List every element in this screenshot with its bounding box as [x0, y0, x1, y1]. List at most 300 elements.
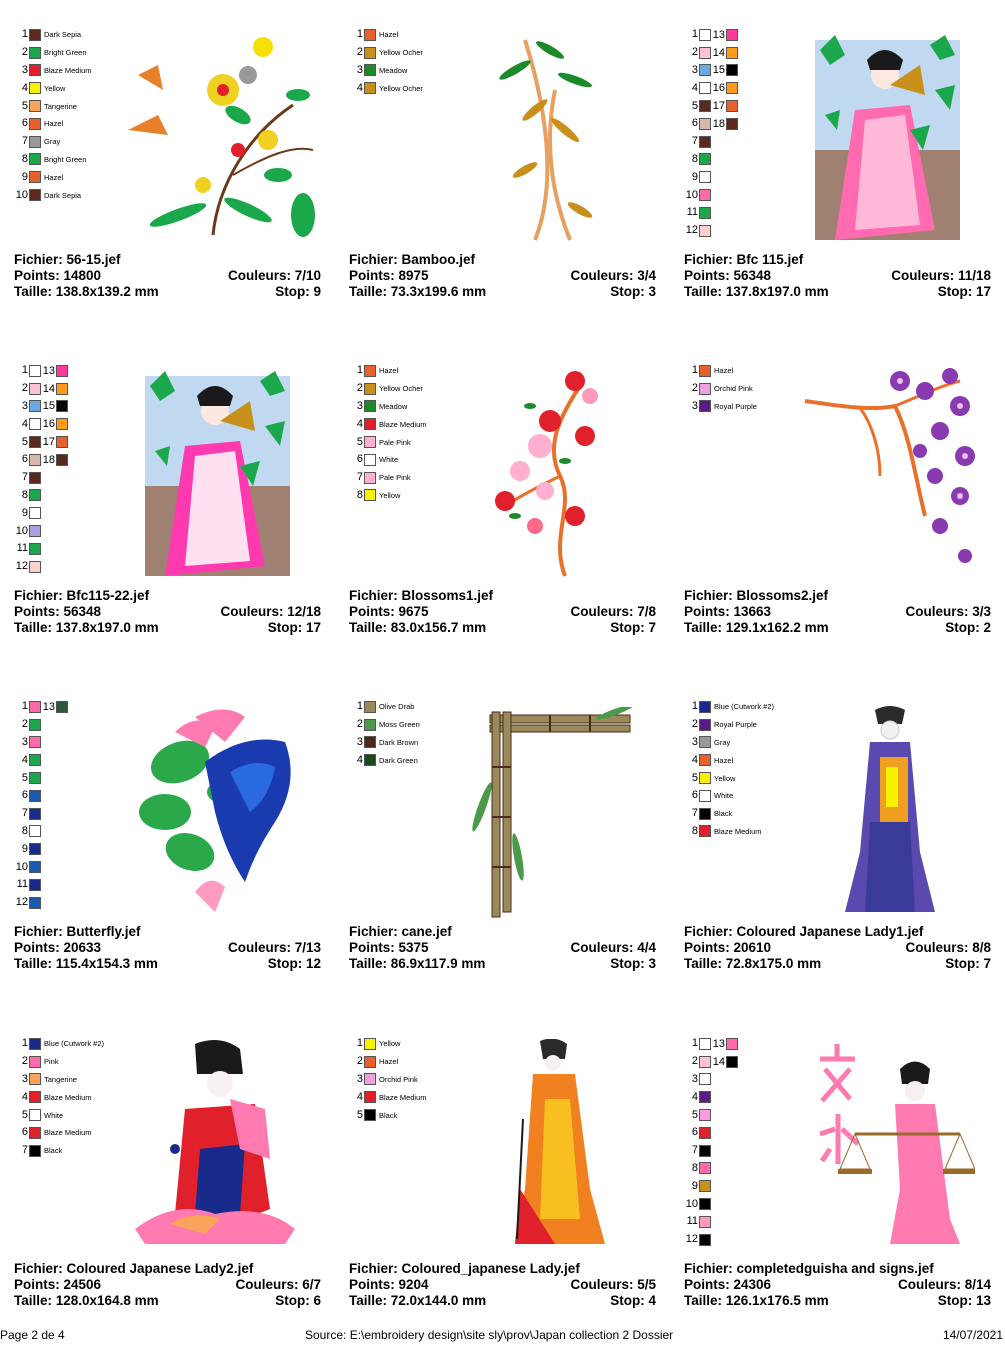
legend-row: [12, 26, 92, 44]
thread-number: 15: [712, 64, 725, 77]
design-card[interactable]: [670, 672, 1005, 1008]
thread-number: 3: [691, 1072, 698, 1085]
thread-name: Black: [44, 1146, 63, 1156]
thread-name: Blue (Cutwork #2): [44, 1039, 105, 1049]
legend-row: [12, 62, 92, 80]
color-swatch: [699, 719, 711, 731]
color-swatch: [29, 118, 41, 130]
thread-number: 9: [21, 842, 28, 855]
color-swatch: [699, 736, 711, 748]
thread-number: 8: [356, 488, 363, 501]
thread-name: Yellow: [714, 773, 736, 783]
color-swatch: [56, 400, 68, 412]
legend-row: [347, 433, 427, 451]
thread-number: 6: [21, 117, 28, 130]
thread-name: Orchid Pink: [379, 1074, 418, 1084]
thread-name: Dark Green: [379, 755, 418, 765]
legend-row: [682, 1177, 738, 1195]
legend-row: [12, 133, 92, 151]
legend-row: [347, 62, 423, 80]
thread-number: 13: [42, 364, 55, 377]
thread-name: Yellow Ocher: [379, 384, 423, 394]
legend-row: [682, 805, 774, 823]
color-swatch: [699, 1145, 711, 1157]
file-name: Fichier: Bfc115-22.jef: [14, 588, 150, 603]
legend-row: [12, 433, 68, 451]
thread-number: 3: [356, 63, 363, 76]
legend-row: [12, 115, 92, 133]
thread-name: Meadow: [379, 401, 408, 411]
design-card[interactable]: [670, 0, 1005, 336]
thread-number: 6: [691, 1126, 698, 1139]
thread-number: 7: [691, 807, 698, 820]
legend-row: [12, 1053, 104, 1071]
bamboo-image: [495, 30, 615, 245]
color-swatch: [29, 136, 41, 148]
thread-name: Black: [379, 1110, 398, 1120]
thread-legend: [12, 1035, 104, 1160]
file-name: Fichier: Coloured_japanese Lady.jef: [349, 1261, 580, 1276]
thread-number: 2: [691, 718, 698, 731]
design-info: [14, 252, 321, 300]
legend-row: [682, 168, 738, 186]
print-date: 14/07/2021: [942, 1328, 1003, 1342]
color-swatch: [29, 365, 41, 377]
size: Taille: 138.8x139.2 mm: [14, 284, 159, 299]
color-swatch: [29, 1091, 41, 1103]
color-swatch: [29, 436, 41, 448]
color-swatch: [29, 82, 41, 94]
color-swatch: [29, 525, 41, 537]
color-swatch: [29, 64, 41, 76]
thread-number: 2: [356, 382, 363, 395]
legend-row: [682, 186, 738, 204]
design-info: [684, 924, 991, 972]
legend-row: [12, 380, 68, 398]
thread-number: 11: [16, 542, 28, 555]
file-name: Fichier: Coloured Japanese Lady1.jef: [684, 924, 924, 939]
color-swatch: [726, 29, 738, 41]
color-swatch: [364, 454, 376, 466]
thread-name: Hazel: [379, 30, 399, 40]
thread-number: 8: [21, 152, 28, 165]
color-swatch: [29, 100, 41, 112]
thread-number: 1: [356, 1037, 363, 1050]
color-swatch: [364, 82, 376, 94]
legend-row: [12, 1035, 104, 1053]
thread-name: Orchid Pink: [714, 384, 753, 394]
color-swatch: [29, 1038, 41, 1050]
thread-number: 4: [691, 81, 698, 94]
thread-name: Royal Purple: [714, 401, 757, 411]
source-path: Source: E:\embroidery design\site sly\prov\Japan collection 2 Dossier: [305, 1328, 674, 1342]
thread-number: 10: [15, 860, 28, 873]
thread-name: Dark Brown: [379, 737, 419, 747]
thread-number: 1: [356, 700, 363, 713]
color-swatch: [699, 47, 711, 59]
thread-number: 15: [42, 400, 55, 413]
thread-number: 5: [691, 99, 698, 112]
legend-row: [12, 858, 68, 876]
color-swatch: [364, 64, 376, 76]
color-swatch: [726, 1056, 738, 1068]
thread-number: 5: [21, 1108, 28, 1121]
thread-name: Tangerine: [44, 1074, 77, 1084]
thread-number: 5: [356, 435, 363, 448]
points: Points: 5375: [349, 940, 429, 955]
thread-name: Gray: [44, 137, 61, 147]
thread-number: 5: [21, 771, 28, 784]
thread-name: Hazel: [714, 755, 734, 765]
legend-row: [682, 26, 738, 44]
color-swatch: [726, 100, 738, 112]
color-swatch: [364, 1091, 376, 1103]
color-swatch: [29, 790, 41, 802]
color-swatch: [29, 489, 41, 501]
legend-row: [682, 97, 738, 115]
design-info: [349, 924, 656, 972]
design-card[interactable]: [0, 0, 335, 336]
colors: Couleurs: 3/4: [570, 268, 656, 283]
color-swatch: [29, 383, 41, 395]
color-swatch: [56, 436, 68, 448]
color-swatch: [699, 701, 711, 713]
color-swatch: [29, 1056, 41, 1068]
thread-number: 9: [21, 506, 28, 519]
color-swatch: [364, 418, 376, 430]
thread-number: 13: [712, 1037, 725, 1050]
thread-number: 3: [356, 735, 363, 748]
thread-legend: [682, 26, 738, 240]
legend-row: [347, 487, 427, 505]
thread-name: Blaze Medium: [379, 1092, 427, 1102]
thread-number: 1: [21, 700, 28, 713]
thread-number: 13: [712, 28, 725, 41]
color-swatch: [29, 561, 41, 573]
color-swatch: [29, 29, 41, 41]
stops: Stop: 7: [945, 956, 991, 971]
thread-name: Pale Pink: [379, 437, 411, 447]
thread-name: Meadow: [379, 65, 408, 75]
colors: Couleurs: 8/14: [897, 1277, 991, 1292]
size: Taille: 72.8x175.0 mm: [684, 956, 822, 971]
geisha-image: [145, 366, 295, 581]
thread-number: 3: [691, 63, 698, 76]
design-card[interactable]: [335, 0, 670, 336]
thread-number: 16: [712, 82, 725, 95]
cherry-blossom-image: [490, 366, 610, 581]
thread-number: 5: [691, 771, 698, 784]
legend-row: [682, 1035, 738, 1053]
legend-row: [682, 1160, 738, 1178]
color-swatch: [29, 1109, 41, 1121]
stops: Stop: 3: [610, 284, 656, 299]
legend-row: [12, 876, 68, 894]
color-swatch: [29, 701, 41, 713]
thread-number: 14: [42, 382, 55, 395]
thread-number: 4: [356, 81, 363, 94]
size: Taille: 115.4x154.3 mm: [14, 956, 158, 971]
color-swatch: [364, 1038, 376, 1050]
design-info: [684, 588, 991, 636]
legend-row: [12, 1124, 104, 1142]
design-card[interactable]: [670, 336, 1005, 672]
size: Taille: 73.3x199.6 mm: [349, 284, 487, 299]
color-swatch: [364, 29, 376, 41]
thread-name: Bright Green: [44, 154, 87, 164]
color-swatch: [364, 701, 376, 713]
color-swatch: [56, 701, 68, 713]
legend-row: [12, 1071, 104, 1089]
legend-row: [682, 751, 774, 769]
legend-row: [347, 751, 420, 769]
thread-number: 3: [691, 399, 698, 412]
color-swatch: [699, 754, 711, 766]
colors: Couleurs: 7/8: [570, 604, 656, 619]
thread-number: 14: [712, 1055, 725, 1068]
thread-number: 12: [15, 896, 28, 909]
thread-number: 8: [691, 1161, 698, 1174]
legend-row: [12, 751, 68, 769]
japanese-lady-image: [135, 1039, 305, 1254]
legend-row: [12, 469, 68, 487]
size: Taille: 128.0x164.8 mm: [14, 1293, 159, 1308]
design-card[interactable]: [335, 672, 670, 1008]
stops: Stop: 3: [610, 956, 656, 971]
colors: Couleurs: 7/10: [227, 268, 321, 283]
thread-name: Blaze Medium: [44, 1128, 92, 1138]
thread-name: Blaze Medium: [714, 826, 762, 836]
legend-row: [682, 1088, 738, 1106]
legend-row: [12, 151, 92, 169]
legend-row: [12, 44, 92, 62]
thread-number: 2: [356, 718, 363, 731]
design-card[interactable]: [335, 336, 670, 672]
thread-legend: [12, 698, 68, 912]
color-swatch: [726, 118, 738, 130]
thread-legend: [347, 698, 420, 769]
colors: Couleurs: 12/18: [220, 604, 321, 619]
color-swatch: [29, 507, 41, 519]
color-swatch: [29, 897, 41, 909]
thread-number: 4: [356, 1090, 363, 1103]
color-swatch: [364, 436, 376, 448]
color-swatch: [29, 400, 41, 412]
legend-row: [12, 787, 68, 805]
legend-row: [12, 734, 68, 752]
stops: Stop: 17: [267, 620, 321, 635]
design-card[interactable]: [0, 1009, 335, 1345]
thread-name: Blaze Medium: [44, 1092, 92, 1102]
color-swatch: [699, 808, 711, 820]
thread-name: Yellow Ocher: [379, 48, 423, 58]
legend-row: [347, 451, 427, 469]
stops: Stop: 9: [275, 284, 321, 299]
japanese-lady-image: [495, 1039, 615, 1254]
stops: Stop: 12: [267, 956, 321, 971]
color-swatch: [364, 383, 376, 395]
points: Points: 20633: [14, 940, 102, 955]
color-swatch: [699, 383, 711, 395]
file-name: Fichier: Blossoms2.jef: [684, 588, 829, 603]
points: Points: 8975: [349, 268, 429, 283]
stops: Stop: 6: [275, 1293, 321, 1308]
color-swatch: [364, 1109, 376, 1121]
file-name: Fichier: Coloured Japanese Lady2.jef: [14, 1261, 254, 1276]
legend-row: [682, 398, 757, 416]
size: Taille: 137.8x197.0 mm: [684, 284, 829, 299]
legend-row: [347, 415, 427, 433]
purple-blossom-image: [800, 366, 980, 581]
thread-number: 2: [691, 1055, 698, 1068]
file-name: Fichier: completedguisha and signs.jef: [684, 1261, 934, 1276]
legend-row: [347, 1106, 427, 1124]
color-swatch: [29, 47, 41, 59]
thread-number: 10: [15, 524, 28, 537]
thread-number: 7: [691, 135, 698, 148]
color-swatch: [699, 207, 711, 219]
color-swatch: [364, 365, 376, 377]
design-info: [684, 252, 991, 300]
design-info: [684, 1261, 991, 1309]
legend-row: [682, 222, 738, 240]
colors: Couleurs: 11/18: [891, 268, 991, 283]
legend-row: [682, 1231, 738, 1249]
color-swatch: [29, 543, 41, 555]
thread-number: 3: [356, 399, 363, 412]
thread-number: 4: [691, 753, 698, 766]
thread-number: 10: [685, 1197, 698, 1210]
legend-row: [12, 398, 68, 416]
legend-row: [682, 115, 738, 133]
color-swatch: [699, 153, 711, 165]
points: Points: 9675: [349, 604, 429, 619]
color-swatch: [56, 383, 68, 395]
color-swatch: [29, 754, 41, 766]
design-card[interactable]: [335, 1009, 670, 1345]
legend-row: [347, 469, 427, 487]
legend-row: [682, 151, 738, 169]
points: Points: 13663: [684, 604, 772, 619]
color-swatch: [29, 454, 41, 466]
color-swatch: [364, 736, 376, 748]
thread-number: 10: [685, 188, 698, 201]
design-card[interactable]: [670, 1009, 1005, 1345]
color-swatch: [364, 472, 376, 484]
thread-number: 17: [42, 436, 55, 449]
color-swatch: [699, 1216, 711, 1228]
legend-row: [12, 79, 92, 97]
legend-row: [347, 26, 423, 44]
file-name: Fichier: Bfc 115.jef: [684, 252, 804, 267]
thread-number: 1: [691, 700, 698, 713]
thread-name: Dark Sepia: [44, 30, 82, 40]
geisha-signs-image: [810, 1039, 975, 1254]
design-info: [349, 588, 656, 636]
thread-number: 4: [21, 1090, 28, 1103]
thread-name: Blaze Medium: [44, 65, 92, 75]
legend-row: [682, 133, 738, 151]
legend-row: [347, 1035, 427, 1053]
legend-row: [347, 79, 423, 97]
color-swatch: [699, 1073, 711, 1085]
design-card[interactable]: [0, 672, 335, 1008]
color-swatch: [29, 772, 41, 784]
thread-name: Yellow: [379, 490, 401, 500]
legend-row: [682, 204, 738, 222]
thread-number: 3: [356, 1072, 363, 1085]
legend-row: [347, 1053, 427, 1071]
file-name: Fichier: Butterfly.jef: [14, 924, 141, 939]
thread-number: 11: [16, 878, 28, 891]
legend-row: [682, 62, 738, 80]
size: Taille: 83.0x156.7 mm: [349, 620, 487, 635]
thread-number: 13: [42, 700, 55, 713]
design-card[interactable]: [0, 336, 335, 672]
color-swatch: [699, 29, 711, 41]
thread-number: 18: [42, 453, 55, 466]
legend-row: [682, 734, 774, 752]
thread-number: 1: [356, 28, 363, 41]
color-swatch: [56, 454, 68, 466]
colors: Couleurs: 5/5: [570, 1277, 656, 1292]
color-swatch: [699, 1109, 711, 1121]
legend-row: [12, 522, 68, 540]
color-swatch: [56, 365, 68, 377]
thread-number: 4: [691, 1090, 698, 1103]
legend-row: [12, 840, 68, 858]
legend-row: [682, 1106, 738, 1124]
color-swatch: [364, 1073, 376, 1085]
colors: Couleurs: 4/4: [570, 940, 656, 955]
thread-name: Olive Drab: [379, 702, 415, 712]
color-swatch: [699, 1038, 711, 1050]
color-swatch: [699, 225, 711, 237]
thread-number: 16: [42, 418, 55, 431]
thread-number: 2: [356, 1055, 363, 1068]
thread-number: 7: [21, 135, 28, 148]
color-swatch: [699, 1091, 711, 1103]
points: Points: 24506: [14, 1277, 102, 1292]
legend-row: [347, 44, 423, 62]
legend-row: [12, 415, 68, 433]
color-swatch: [364, 1056, 376, 1068]
thread-number: 6: [21, 1126, 28, 1139]
thread-number: 3: [21, 63, 28, 76]
thread-number: 7: [21, 807, 28, 820]
design-info: [349, 252, 656, 300]
thread-legend: [12, 362, 68, 576]
legend-row: [12, 1142, 104, 1160]
color-swatch: [699, 100, 711, 112]
design-info: [14, 924, 321, 972]
thread-number: 9: [691, 170, 698, 183]
points: Points: 14800: [14, 268, 102, 283]
thread-legend: [347, 1035, 427, 1124]
thread-number: 1: [21, 364, 28, 377]
legend-row: [682, 362, 757, 380]
legend-row: [12, 168, 92, 186]
thread-number: 6: [21, 789, 28, 802]
thread-name: Hazel: [379, 366, 399, 376]
color-swatch: [29, 719, 41, 731]
color-swatch: [29, 153, 41, 165]
legend-row: [682, 1071, 738, 1089]
thread-number: 12: [15, 560, 28, 573]
legend-row: [682, 1124, 738, 1142]
thread-number: 18: [712, 117, 725, 130]
legend-row: [12, 894, 68, 912]
